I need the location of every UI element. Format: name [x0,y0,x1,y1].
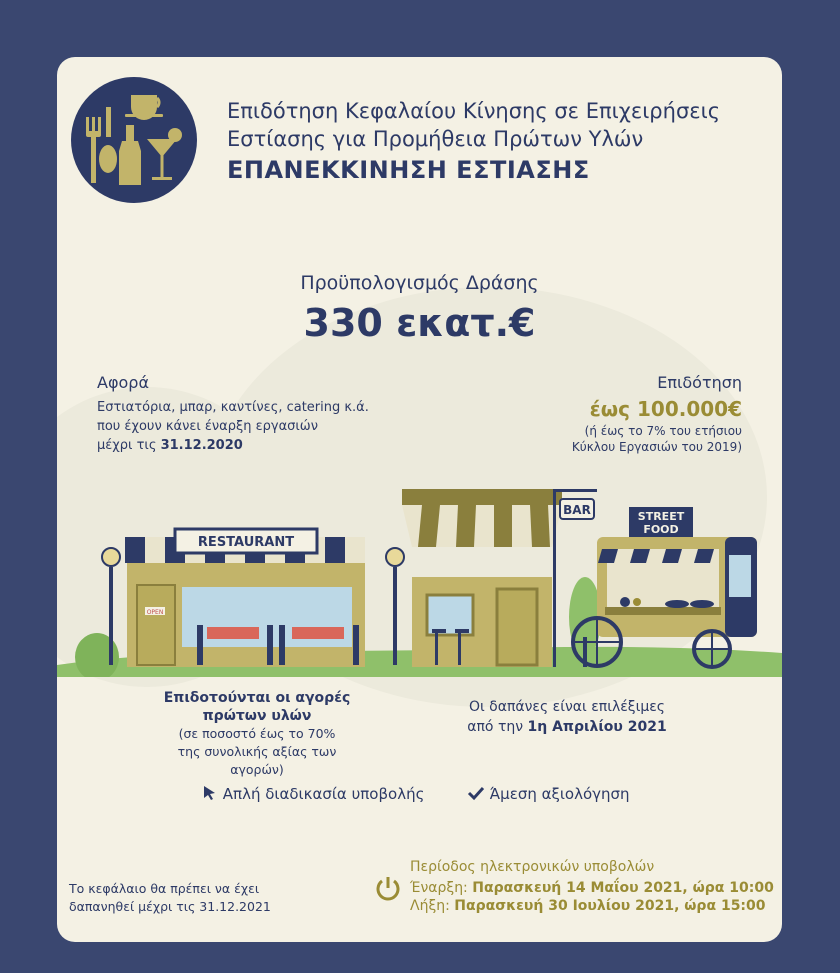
check-icon [467,785,485,801]
subsidy-note1: (ή έως το 7% του ετήσιου [584,424,742,438]
storefront-illustration [57,477,782,677]
concerns-line2: που έχουν κάνει έναρξη εργασιών [97,419,318,434]
header-title-line2: Εστίασης για Προμήθεια Πρώτων Υλών [227,127,644,151]
eligibility-line2: από την 1η Απριλίου 2021 [467,719,667,735]
budget-amount: 330 εκατ.€ [303,301,536,345]
capital-note [69,880,271,916]
eligibility-line1: Οι δαπάνες είναι επιλέξιμες [468,699,666,715]
header-title-main: ΕΠΑΝΕΚΚΙΝΗΣΗ ΕΣΤΙΑΣΗΣ [227,156,590,184]
purchases-block [157,689,357,779]
budget-label: Προϋπολογισμός Δράσης [300,272,539,294]
concerns-line3: μέχρι τις 31.12.2020 [97,438,243,453]
subsidy-amount: έως 100.000€ [589,397,742,421]
power-icon [374,874,402,902]
purchases-line4: της συνολικής αξίας των αγορών) [177,744,337,777]
concerns-date: 31.12.2020 [160,438,243,453]
purchases-line1: Επιδοτούνται οι αγορές [163,690,351,706]
capital-note-line1: Το κεφάλαιο θα πρέπει να έχει [69,881,260,896]
infographic-card [57,57,782,942]
subsidy-heading: Επιδότηση [657,373,742,392]
feature-simple [202,785,424,803]
submission-end-value: Παρασκευή 30 Ιουλίου 2021, ώρα 15:00 [454,898,766,914]
street-food-sign-line2: FOOD [643,523,679,536]
subsidy-note2: Κύκλου Εργασιών του 2019) [571,440,742,454]
feature-instant [467,785,630,803]
street-food-sign-line1: STREET [637,510,685,523]
feature-simple-label: Απλή διαδικασία υποβολής [222,785,425,803]
purchases-line3: (σε ποσοστό έως το 70% [178,726,336,741]
header-title-line1: Επιδότηση Κεφαλαίου Κίνησης σε Επιχειρήσεις [227,99,721,123]
open-sign: OPEN [146,609,164,616]
eligibility-date: 1η Απριλίου 2021 [527,719,667,735]
bar-sign: BAR [563,503,591,517]
eligibility-block [457,697,677,737]
submission-start: Έναρξη: Παρασκευή 14 Μαΐου 2021, ώρα 10:00 [410,880,774,896]
concerns-line1: Εστιατόρια, μπαρ, καντίνες, catering κ.ά. [97,400,369,415]
feature-instant-label: Άμεση αξιολόγηση [489,785,630,803]
submission-end: Λήξη: Παρασκευή 30 Ιουλίου 2021, ώρα 15:00 [410,898,766,914]
purchases-line2: πρώτων υλών [202,708,312,724]
restaurant-logo [71,77,197,203]
capital-note-line2: δαπανηθεί μέχρι τις 31.12.2021 [69,899,271,914]
concerns-heading: Αφορά [97,373,149,392]
submission-heading: Περίοδος ηλεκτρονικών υποβολών [410,859,655,875]
cursor-icon [202,785,218,801]
restaurant-sign: RESTAURANT [197,535,295,550]
submission-start-value: Παρασκευή 14 Μαΐου 2021, ώρα 10:00 [472,880,774,896]
